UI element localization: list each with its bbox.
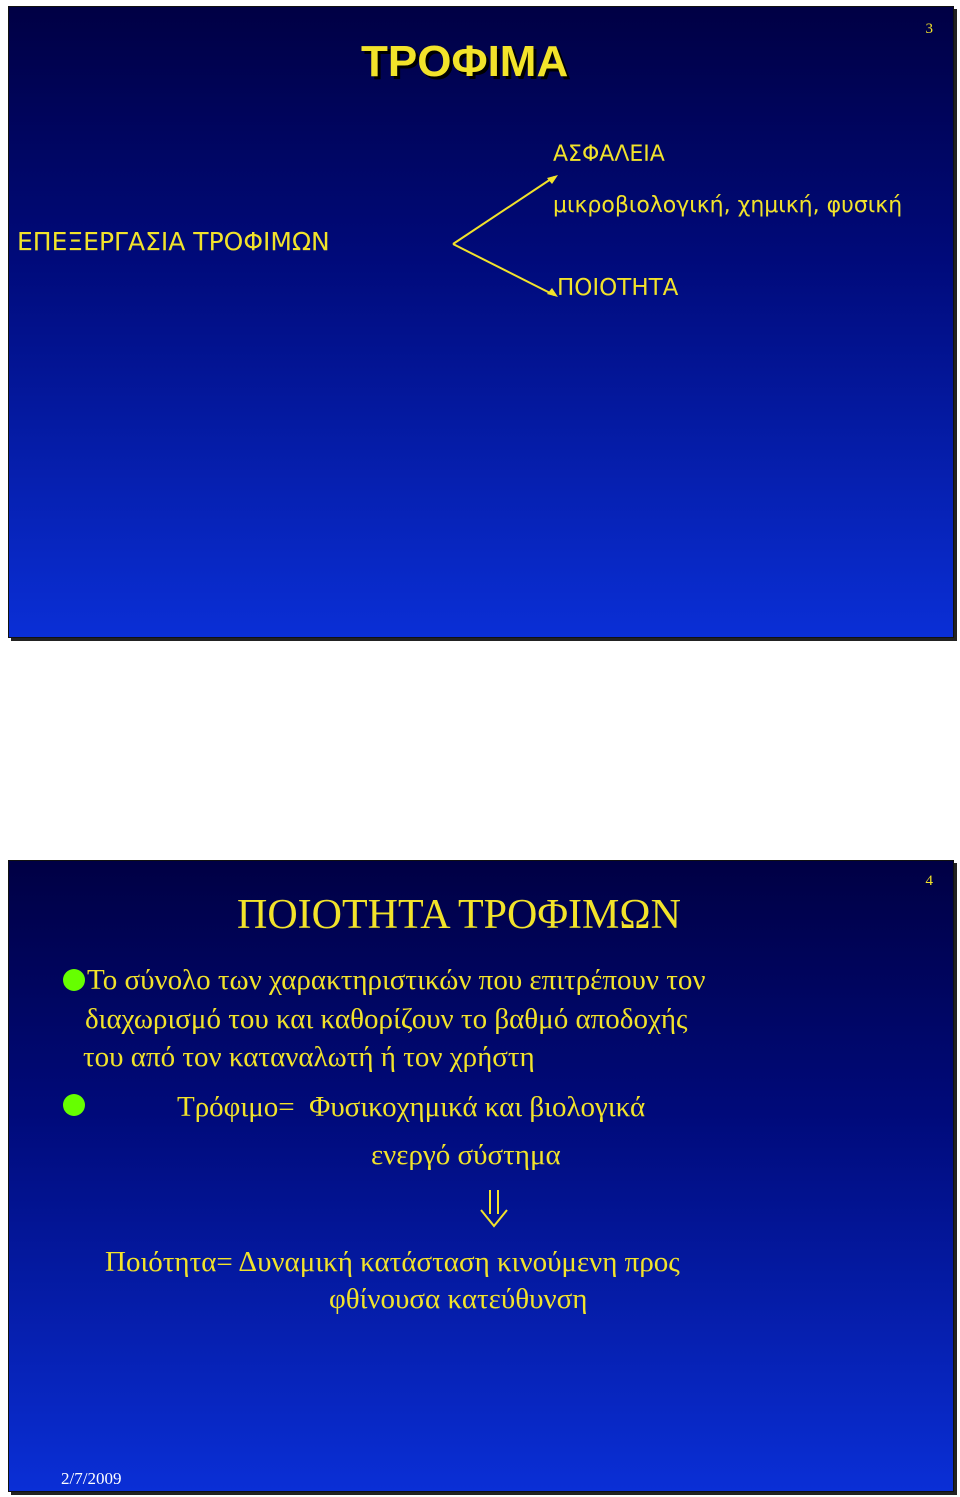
- bullet-icon: [63, 969, 85, 991]
- bullet-icon: [63, 1094, 85, 1116]
- definition-line-3: του από τον καταναλωτή ή τον χρήστη: [83, 1041, 535, 1073]
- branch-arrows-icon: [439, 173, 559, 303]
- definition-line-2: διαχωρισμό του και καθορίζουν το βαθμό αποδοχής: [85, 1003, 688, 1035]
- double-down-arrow-icon: [479, 1188, 509, 1228]
- food-definition-line-1: Τρόφιμο= Φυσικοχημικά και βιολογικά: [177, 1091, 646, 1123]
- slide-title: ΠΟΙΟΤΗΤΑ ΤΡΟΦΙΜΩΝ: [237, 892, 681, 938]
- date-footer: 2/7/2009: [61, 1469, 122, 1488]
- definition-line-1: Το σύνολο των χαρακτηριστικών που επιτρέπουν τον: [87, 964, 706, 996]
- quality-definition-line-1: Ποιότητα= Δυναμική κατάσταση κινούμενη προς: [105, 1246, 680, 1278]
- quality-label: ΠΟΙΟΤΗΤΑ: [557, 275, 679, 301]
- food-definition-line-2: ενεργό σύστημα: [371, 1139, 561, 1171]
- safety-label: ΑΣΦΑΛΕΙΑ: [553, 142, 665, 167]
- quality-definition-line-2: φθίνουσα κατεύθυνση: [329, 1283, 588, 1315]
- slide-number: 4: [925, 873, 933, 889]
- slide-4: [8, 860, 954, 1492]
- slide-number: 3: [925, 21, 933, 37]
- slide-title: ΤΡΟΦΙΜΑ: [361, 37, 569, 86]
- safety-types-label: μικροβιολογική, χημική, φυσική: [553, 193, 903, 218]
- slide-3: [8, 6, 954, 638]
- processing-label: ΕΠΕΞΕΡΓΑΣΙΑ ΤΡΟΦΙΜΩΝ: [17, 227, 330, 256]
